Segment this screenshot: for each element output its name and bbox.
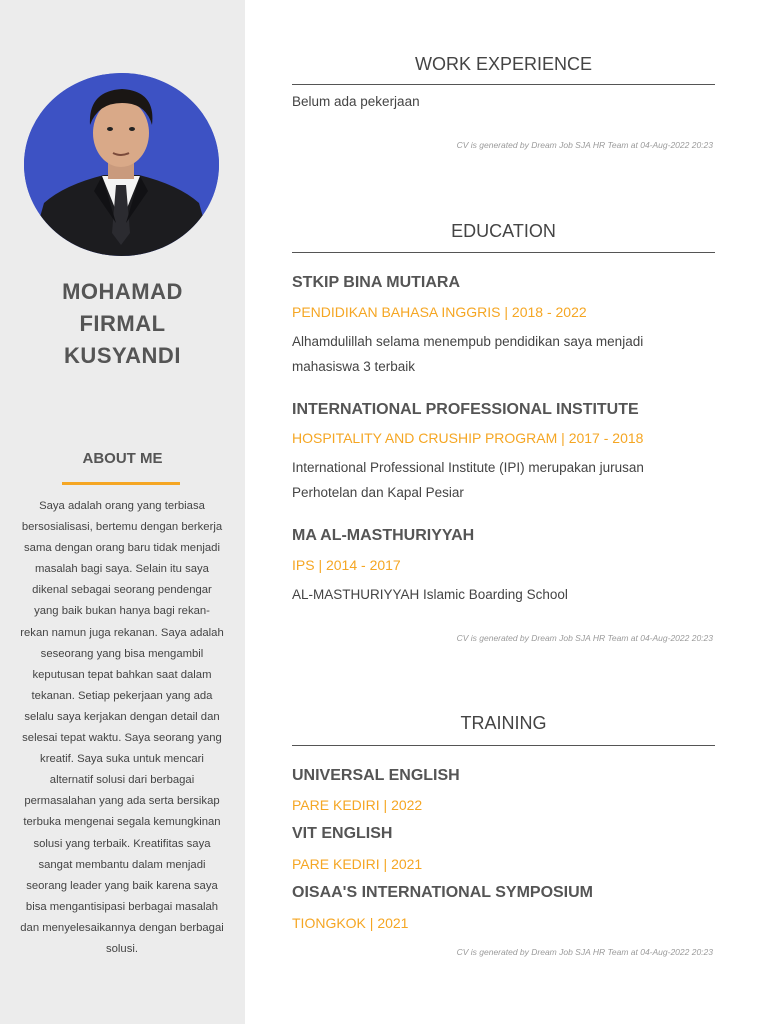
work-experience-rule — [292, 84, 715, 85]
education-description: AL-MASTHURIYYAH Islamic Boarding School — [292, 587, 568, 602]
generated-note: CV is generated by Dream Job SJA HR Team at 04-Aug-2022 20:23 — [456, 140, 713, 150]
training-subtitle: TIONGKOK | 2021 — [292, 915, 409, 931]
name-line: MOHAMAD — [62, 279, 183, 304]
education-institution: STKIP BINA MUTIARA — [292, 274, 460, 291]
education-description: International Professional Institute (IPI) merupakan jurusan Perhotelan dan Kapal Pesiar — [292, 460, 644, 500]
education-subtitle: IPS | 2014 - 2017 — [292, 557, 401, 573]
education-subtitle: HOSPITALITY AND CRUSHIP PROGRAM | 2017 - 2018 — [292, 430, 644, 446]
training-rule — [292, 745, 715, 746]
full-name — [0, 276, 245, 372]
training-heading: TRAINING — [460, 713, 547, 733]
training-name: OISAA'S INTERNATIONAL SYMPOSIUM — [292, 884, 594, 901]
education-subtitle: PENDIDIKAN BAHASA INGGRIS | 2018 - 2022 — [292, 304, 587, 320]
generated-note: CV is generated by Dream Job SJA HR Team at 04-Aug-2022 20:23 — [456, 947, 713, 957]
name-line: KUSYANDI — [64, 343, 181, 368]
work-experience-text: Belum ada pekerjaan — [292, 94, 420, 109]
education-description: Alhamdulillah selama menempub pendidikan saya menjadi mahasiswa 3 terbaik — [292, 334, 644, 374]
profile-photo — [24, 73, 219, 256]
education-institution: INTERNATIONAL PROFESSIONAL INSTITUTE — [292, 401, 639, 418]
education-institution: MA AL-MASTHURIYYAH — [292, 527, 475, 544]
education-heading: EDUCATION — [451, 221, 556, 241]
generated-note: CV is generated by Dream Job SJA HR Team at 04-Aug-2022 20:23 — [456, 633, 713, 643]
training-subtitle: PARE KEDIRI | 2021 — [292, 856, 423, 872]
education-rule — [292, 252, 715, 253]
name-line: FIRMAL — [79, 311, 166, 336]
work-experience-heading: WORK EXPERIENCE — [414, 54, 593, 74]
training-name: VIT ENGLISH — [292, 825, 393, 842]
about-me-text: Saya adalah orang yang terbiasa bersosialisasi, bertemu dengan berkerja sama dengan orang baru tidak menjadi masalah bagi saya. Selain itu saya dikenal sebagai seorang pendengar yang baik bukan hanya bagi rekan-rekan namun juga rekanan. Saya adalah seseorang yang bisa mengambil keputusan tepat bahkan saat dalam tekanan. Setiap pekerjaan yang ada selalu saya kerjakan dengan detail dan selesai tepat waktu. Saya seorang yang kreatif. Saya suka untuk mencari alternatif solusi dari berbagai permasalahan yang ada serta bersikap terbuka mengenai segala kemungkinan solusi yang terbaik. Kreatifitas saya sangat membantu dalam menjadi seorang leader yang baik karena saya bisa mengantisipasi berbagai masalah dan menyelesaikannya dengan berbagai solusi. — [20, 500, 224, 955]
about-me-heading: ABOUT ME — [82, 450, 163, 467]
training-subtitle: PARE KEDIRI | 2022 — [292, 797, 423, 813]
training-name: UNIVERSAL ENGLISH — [292, 767, 460, 784]
about-me-underline — [62, 482, 180, 485]
